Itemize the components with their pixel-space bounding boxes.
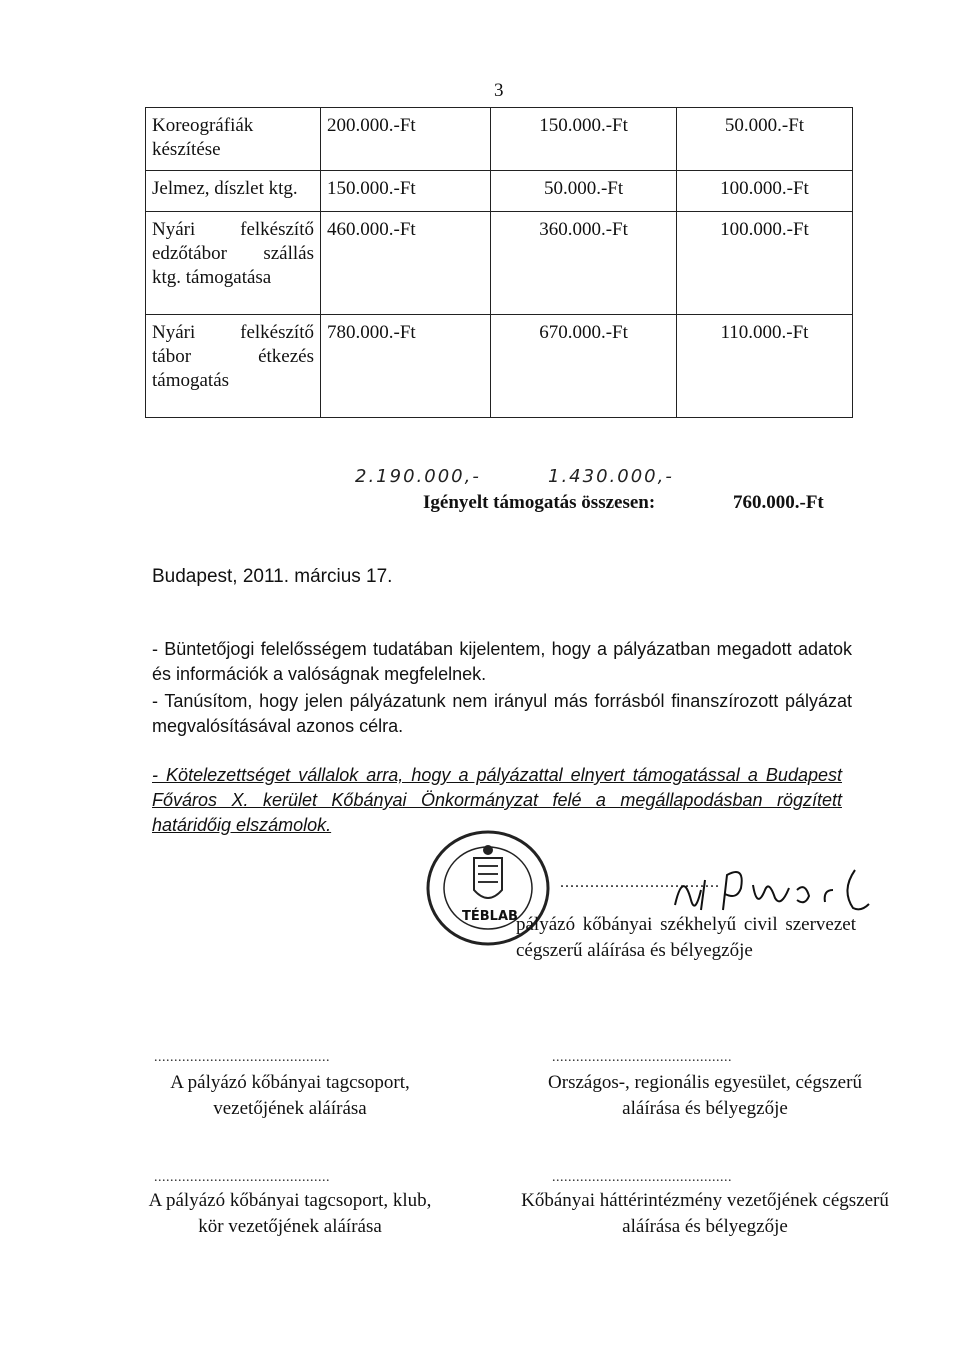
signature-caption: Kőbányai háttérintézmény vezetőjének cégszerű aláírása és bélyegzője — [521, 1190, 889, 1237]
table-row — [146, 315, 853, 418]
amount-cell: 780.000.-Ft — [321, 315, 491, 418]
signature-caption: A pályázó kőbányai tagcsoport, klub, kör vezetőjének aláírása — [148, 1190, 432, 1237]
stamp-text: TÉBLAB — [462, 909, 518, 924]
declaration-commitment: - Kötelezettséget vállalok arra, hogy a pályázattal elnyert támogatással a Budapest Főváros X. kerület Kőbányai Önkormányzat felé a megállapodásban rögzített határidőig elszámolok. — [152, 765, 842, 835]
amount-cell: 150.000.-Ft — [321, 171, 491, 212]
signature-line: ............................................. — [552, 1170, 732, 1185]
amount-cell: 150.000.-Ft — [491, 108, 677, 171]
item-cell: Nyári felkészítő edzőtábor szállás ktg. támogatása — [146, 212, 321, 315]
table-row — [146, 108, 853, 171]
table-row — [146, 212, 853, 315]
declaration-2: - Tanúsítom, hogy jelen pályázatunk nem irányul más forrásból finanszírozott pályázat megvalósításával azonos célra. — [152, 691, 852, 736]
table-row — [146, 171, 853, 212]
handwritten-sum-1: 2.190.000,- — [355, 466, 481, 487]
signature-caption: Országos-, regionális egyesület, cégszerű aláírása és bélyegzője — [548, 1072, 862, 1119]
amount-cell: 50.000.-Ft — [491, 171, 677, 212]
signature-caption: pályázó kőbányai székhelyű civil szervezet cégszerű aláírása és bélyegzője — [516, 914, 856, 961]
amount-cell: 460.000.-Ft — [321, 212, 491, 315]
item-cell: Koreográfiák készítése — [146, 108, 321, 171]
amount-cell: 670.000.-Ft — [491, 315, 677, 418]
budget-table — [145, 107, 853, 418]
amount-cell: 110.000.-Ft — [676, 315, 852, 418]
item-cell: Nyári felkészítő tábor étkezés támogatás — [146, 315, 321, 418]
amount-cell: 100.000.-Ft — [676, 171, 852, 212]
signature-line: ............................................ — [154, 1050, 330, 1065]
signature-line: ............................................. — [552, 1050, 732, 1065]
declaration-1: - Büntetőjogi felelősségem tudatában kijelentem, hogy a pályázatban megadott adatok és információk a valóságnak megfelelnek. — [152, 639, 852, 684]
amount-cell: 200.000.-Ft — [321, 108, 491, 171]
signature-caption: A pályázó kőbányai tagcsoport, vezetőjének aláírása — [170, 1072, 410, 1119]
item-cell: Jelmez, díszlet ktg. — [146, 171, 321, 212]
handwritten-sum-2: 1.430.000,- — [548, 466, 674, 487]
place-date: Budapest, 2011. március 17. — [152, 566, 393, 587]
total-label: Igényelt támogatás összesen: — [423, 492, 656, 513]
signature-line: ............................................ — [154, 1170, 330, 1185]
amount-cell: 100.000.-Ft — [676, 212, 852, 315]
amount-cell: 360.000.-Ft — [491, 212, 677, 315]
amount-cell: 50.000.-Ft — [676, 108, 852, 171]
total-value: 760.000.-Ft — [733, 492, 824, 513]
signature-dotted-line: ................................ — [560, 874, 720, 891]
page-number: 3 — [494, 80, 504, 101]
